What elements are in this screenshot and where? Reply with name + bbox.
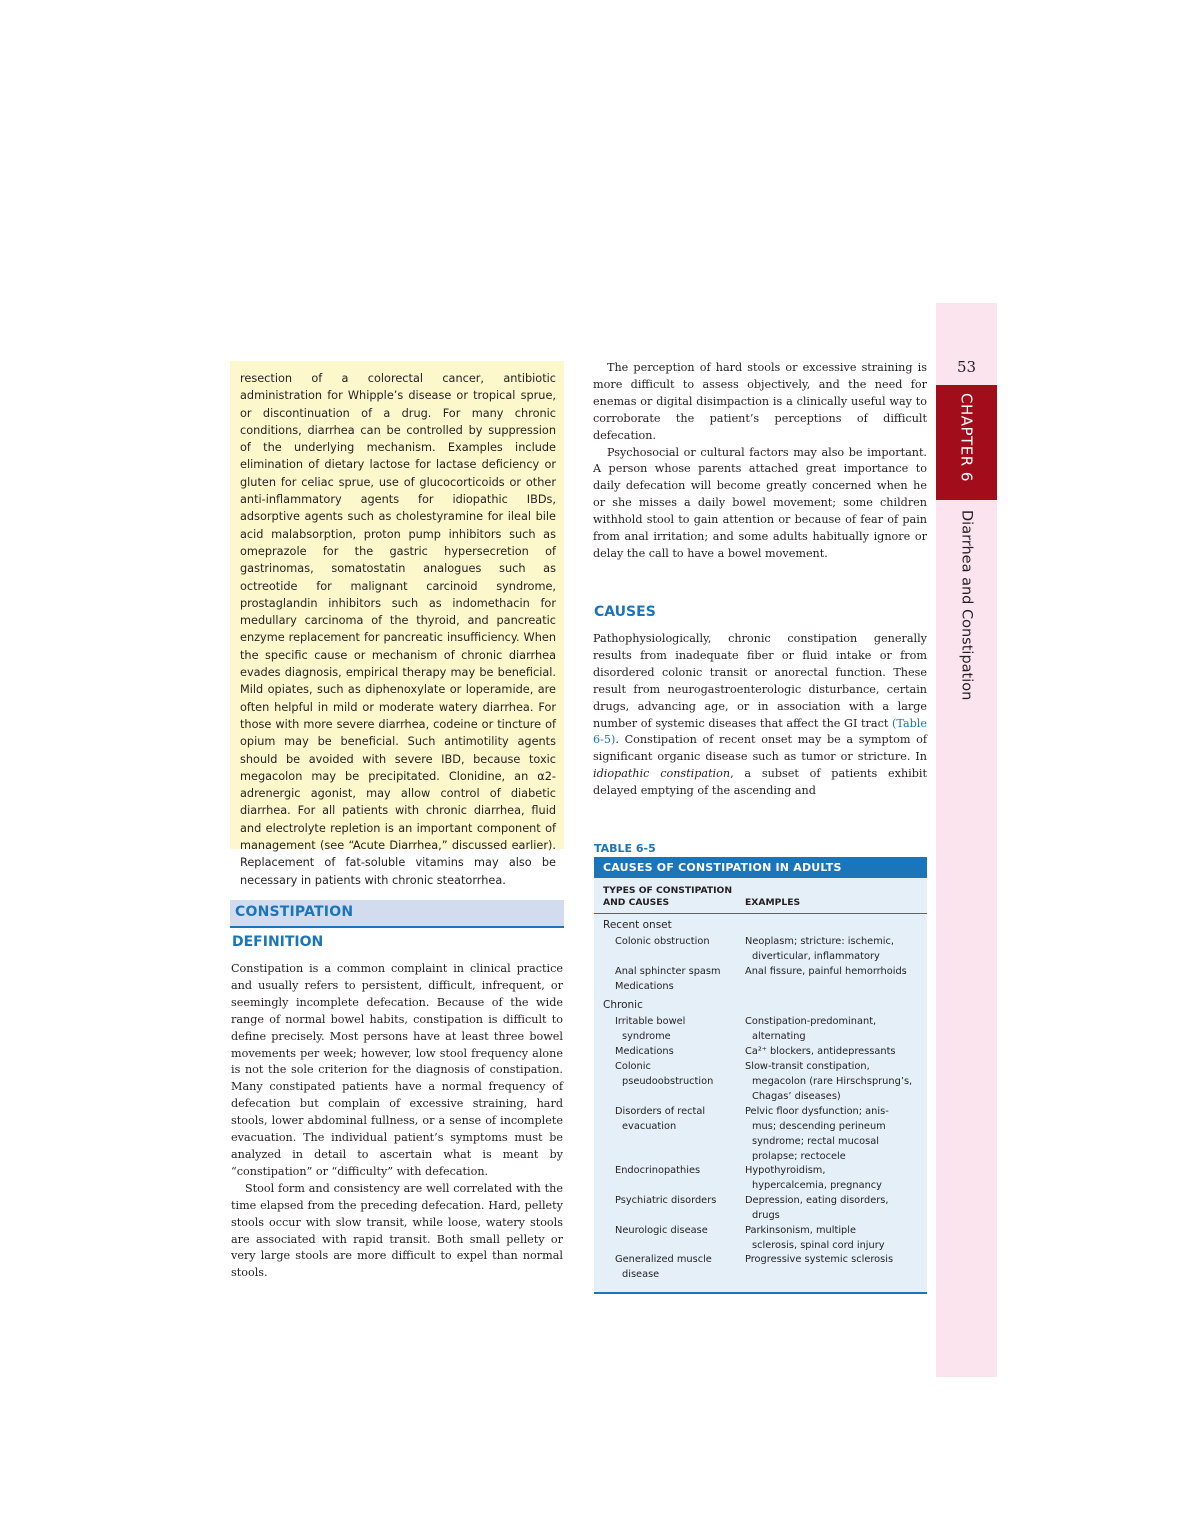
definition-body xyxy=(231,961,563,1282)
table-row-type: Medications xyxy=(615,1046,674,1057)
psychosocial-paragraph: Psychosocial or cultural factors may also be important. A person whose parents attached great importance to daily defecation will become greatly concerned when he or she misses a daily bowel movement; some children withhold stool to gain attention or because of fear of pain from anal irritation; and some adults habitually ignore or delay the call to have a bowel movement. xyxy=(593,445,927,560)
table-row-type: Irritable bowel syndrome xyxy=(615,1016,686,1042)
table-row-type: Anal sphincter spasm xyxy=(615,966,721,977)
causes-heading: CAUSES xyxy=(594,604,656,620)
section-heading-bar xyxy=(230,900,564,928)
table-row-type: Colonic obstruction xyxy=(615,936,710,947)
table-row-example: Progressive systemic sclerosis xyxy=(745,1254,894,1265)
table-row-example: Hypothyroidism, hypercalcemia, pregnancy xyxy=(745,1165,882,1191)
table-title-bar xyxy=(594,857,927,878)
table-row-example: Pelvic floor dysfunction; anis- mus; descending perineum syndrome; rectal mucosal prolapse; rectocele xyxy=(745,1106,889,1162)
section-heading: CONSTIPATION xyxy=(235,904,354,920)
table-header-row xyxy=(594,878,927,914)
table-group-recent: Recent onset xyxy=(603,919,672,931)
table-header-types-line1: TYPES OF CONSTIPATION xyxy=(603,885,733,896)
table-row-type: Psychiatric disorders xyxy=(615,1195,717,1206)
definition-paragraph-1: Constipation is a common complaint in clinical practice and usually refers to persistent, difficult, infrequent, or seemingly incomplete defecation. Because of the wide range of normal bowel habits, constipation is difficult to define precisely. Most persons have at least three bowel movements per week; however, low stool frequency alone is not the sole criterion for the diagnosis of constipation. Many constipated patients have a normal frequency of defecation but complain of excessive straining, hard stools, lower abdominal fullness, or a sense of incomplete evacuation. The individual patient’s symptoms must be analyzed in detail to ascertain what is meant by “constipation” or “difficulty” with defecation. xyxy=(231,962,563,1178)
table-title: CAUSES OF CONSTIPATION IN ADULTS xyxy=(603,861,842,874)
table-reference-link[interactable]: (Table 6-5) xyxy=(593,716,927,747)
causes-text-a: Pathophysiologically, chronic constipation generally results from inadequate fiber or fluid intake or from disordered colonic transit or anorectal function. These result from neurogastroenterologic disturbance, certain drugs, advancing age, or in association with a large number of systemic diseases that affect the GI tract xyxy=(593,632,927,730)
table-row-example: Depression, eating disorders, drugs xyxy=(745,1195,889,1221)
table-row-example: Anal fissure, painful hemorrhoids xyxy=(745,966,907,977)
table-row-type: Generalized muscle disease xyxy=(615,1254,712,1280)
causes-paragraph xyxy=(593,631,927,800)
causes-text-b: . Constipation of recent onset may be a symptom of significant organic disease such as tumor or stricture. In xyxy=(593,733,927,764)
table-header-examples: EXAMPLES xyxy=(745,897,801,908)
chapter-label xyxy=(936,393,997,482)
definition-paragraph-2: Stool form and consistency are well correlated with the time elapsed from the preceding defecation. Hard, pellety stools occur with slow transit, while loose, watery stools are associated with rapid transit. Both small pellety or very large stools are more difficult to expel than normal stools. xyxy=(231,1181,563,1280)
table-label: TABLE 6-5 xyxy=(594,842,656,855)
table-row-example: Constipation-predominant, alternating xyxy=(745,1016,877,1042)
causes-emphasis: idiopathic constipation xyxy=(593,767,731,781)
table-header-types-line2: AND CAUSES xyxy=(603,897,670,908)
table-row-type: Disorders of rectal evacuation xyxy=(615,1106,706,1132)
table-header-types xyxy=(603,885,732,909)
causes-body xyxy=(593,631,927,800)
table-row-type: Medications xyxy=(615,981,674,992)
table-row-example: Parkinsonism, multiple sclerosis, spinal cord injury xyxy=(745,1225,885,1251)
perception-paragraph: The perception of hard stools or excessive straining is more difficult to assess objectively, and the need for enemas or digital disimpaction is a clinically useful way to corroborate the patient’s perceptions of difficult defecation. xyxy=(593,361,927,442)
chapter-label-text: CHAPTER 6 xyxy=(957,393,976,482)
page-number: 53 xyxy=(956,358,977,376)
table-row-example: Slow-transit constipation, megacolon (rare Hirschsprung’s, Chagas’ diseases) xyxy=(745,1061,913,1102)
treatment-box-text: resection of a colorectal cancer, antibiotic administration for Whipple’s disease or tropical sprue, or discontinuation of a drug. For many chronic conditions, diarrhea can be controlled by suppression of the underlying mechanism. Examples include elimination of dietary lactose for lactase deficiency or gluten for celiac sprue, use of glucocorticoids or other anti-inflammatory agents for idiopathic IBDs, adsorptive agents such as cholestyramine for ileal bile acid malabsorption, proton pump inhibitors such as omeprazole for the gastric hypersecretion of gastrinomas, somatostatin analogues such as octreotide for malignant carcinoid syndrome, prostaglandin inhibitors such as indomethacin for medullary carcinoma of the thyroid, and pancreatic enzyme replacement for pancreatic insufficiency. When the specific cause or mechanism of chronic diarrhea evades diagnosis, empirical therapy may be beneficial. Mild opiates, such as diphenoxylate or loperamide, are often helpful in mild or moderate watery diarrhea. For those with more severe diarrhea, codeine or tincture of opium may be beneficial. Such antimotility agents should be avoided with severe IBD, because toxic megacolon may be precipitated. Clonidine, an α2-adrenergic agonist, may allow control of diabetic diarrhea. For all patients with chronic diarrhea, fluid and electrolyte repletion is an important component of management (see “Acute Diarrhea,” discussed earlier). Replacement of fat-soluble vitamins may also be necessary in patients with chronic steatorrhea. xyxy=(240,372,556,887)
table-row-type: Neurologic disease xyxy=(615,1225,708,1236)
causes-text-c: , a subset of patients exhibit delayed emptying of the ascending and xyxy=(593,767,927,798)
table-row-example: Ca²⁺ blockers, antidepressants xyxy=(745,1046,896,1057)
table-group-chronic: Chronic xyxy=(603,999,643,1011)
table-row-type: Colonic pseudoobstruction xyxy=(615,1061,714,1087)
definition-heading: DEFINITION xyxy=(232,934,324,950)
chapter-title-text: Diarrhea and Constipation xyxy=(958,510,975,701)
perception-body xyxy=(593,360,927,563)
table-row-type: Endocrinopathies xyxy=(615,1165,701,1176)
chapter-title xyxy=(936,510,997,700)
table-row-example: Neoplasm; stricture: ischemic, diverticular, inflammatory xyxy=(745,936,894,962)
